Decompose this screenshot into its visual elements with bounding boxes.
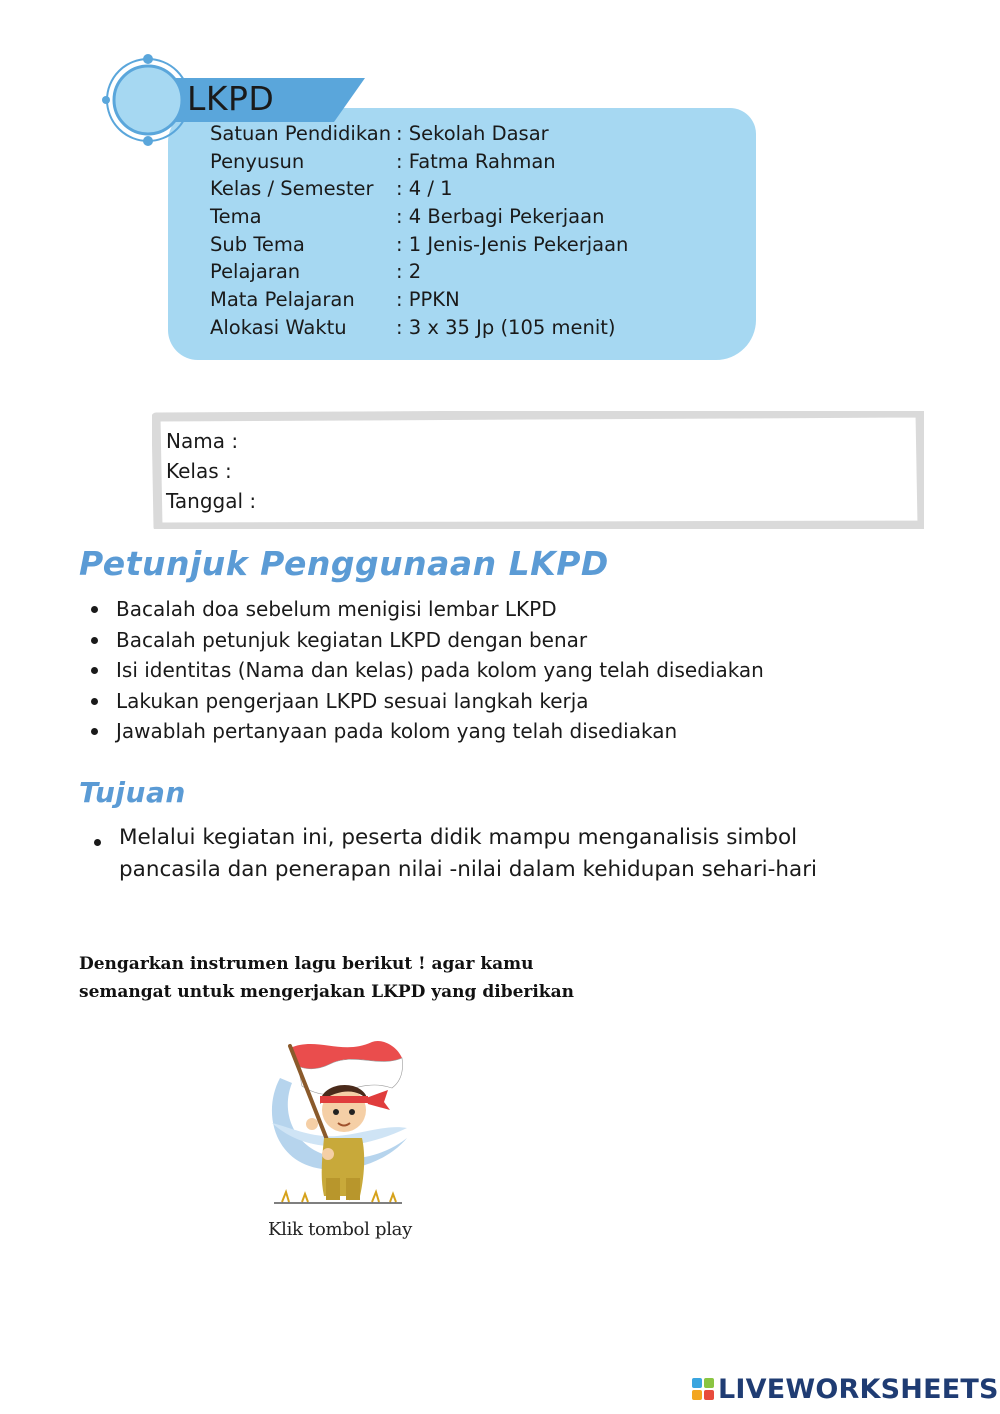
identity-label: Kelas : (166, 459, 232, 483)
info-row-satuan (210, 120, 549, 148)
info-row-penyusun (210, 148, 556, 176)
info-label: Pelajaran (210, 260, 301, 283)
info-value: : 2 (396, 260, 422, 283)
instruction-line: Dengarkan instrumen lagu berikut ! agar kamu (79, 954, 534, 974)
boy-with-flag-illustration[interactable] (262, 1028, 412, 1213)
identity-label: Tanggal : (166, 489, 257, 513)
info-label: Satuan Pendidikan (210, 122, 392, 145)
identity-row-kelas (166, 456, 232, 486)
petunjuk-heading: Petunjuk Penggunaan LKPD (79, 544, 609, 583)
list-item: Bacalah doa sebelum menigisi lembar LKPD (79, 594, 764, 625)
info-label: Mata Pelajaran (210, 288, 355, 311)
list-item: Lakukan pengerjaan LKPD sesuai langkah kerja (79, 686, 764, 717)
info-value: : Fatma Rahman (396, 150, 556, 173)
info-label: Kelas / Semester (210, 177, 374, 200)
info-row-pelajaran (210, 258, 421, 286)
info-row-tema (210, 203, 604, 231)
info-row-alokasi-waktu (210, 314, 616, 342)
watermark-text: LIVEWORKSHEETS (718, 1373, 999, 1405)
play-caption: Klik tombol play (268, 1219, 412, 1240)
info-value: : 1 Jenis-Jenis Pekerjaan (396, 233, 629, 256)
circle-decoration-icon (100, 52, 196, 148)
info-value: : 4 / 1 (396, 177, 453, 200)
info-row-mata-pelajaran (210, 286, 460, 314)
identity-label: Nama : (166, 429, 239, 453)
tujuan-list (82, 822, 879, 886)
identity-row-tanggal (166, 486, 256, 516)
info-label: Penyusun (210, 150, 305, 173)
info-label: Tema (210, 205, 262, 228)
info-label: Alokasi Waktu (210, 316, 347, 339)
tujuan-heading: Tujuan (79, 776, 186, 809)
info-label: Sub Tema (210, 233, 305, 256)
list-item: Jawablah pertanyaan pada kolom yang telah disediakan (79, 716, 764, 747)
list-item: Isi identitas (Nama dan kelas) pada kolom yang telah disediakan (79, 655, 764, 686)
liveworksheets-logo (692, 1371, 999, 1407)
info-value: : PPKN (396, 288, 460, 311)
liveworksheets-grid-icon (692, 1378, 714, 1400)
info-value: : 4 Berbagi Pekerjaan (396, 205, 605, 228)
info-value: : 3 x 35 Jp (105 menit) (396, 316, 616, 339)
instruction-line: semangat untuk mengerjakan LKPD yang diberikan (79, 982, 574, 1002)
info-row-kelas-semester (210, 175, 453, 203)
listening-instruction (79, 950, 574, 1006)
list-item: Bacalah petunjuk kegiatan LKPD dengan benar (79, 625, 764, 656)
identity-row-nama (166, 426, 238, 456)
page-title: LKPD (187, 79, 275, 118)
info-value: : Sekolah Dasar (396, 122, 549, 145)
identity-box (152, 411, 924, 529)
petunjuk-list (79, 594, 764, 747)
info-row-sub-tema (210, 231, 628, 259)
list-item: Melalui kegiatan ini, peserta didik mampu menganalisis simbol pancasila dan penerapan nilai -nilai dalam kehidupan sehari-hari (82, 822, 879, 886)
